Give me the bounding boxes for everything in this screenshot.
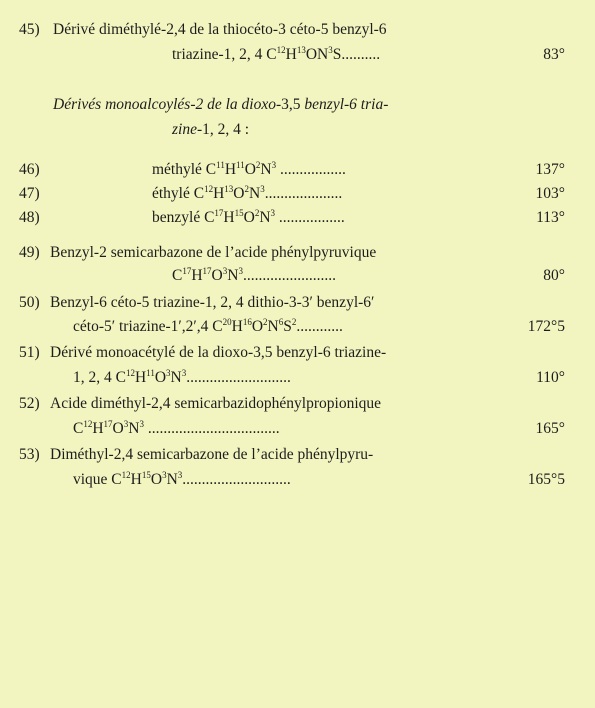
- entry-text: Benzyl-6 céto-5 triazine-1, 2, 4 dithio-3-3′ benzyl-6′: [50, 294, 375, 311]
- entry-text: éthylé $C^{12}H^{13}O^2N^3$....................: [152, 184, 343, 202]
- section-heading-cont: zine-1, 2, 4 :: [172, 121, 250, 138]
- entry-number: 52): [19, 395, 40, 412]
- entry-value: 83°: [543, 46, 565, 63]
- entry-text: Dérivé diméthylé-2,4 de la thiocéto-3 céto-5 benzyl-6: [53, 21, 387, 38]
- entry-number: 51): [19, 344, 40, 361]
- section-heading: Dérivés monoalcoylés-2 de la dioxo-3,5 benzyl-6 tria-: [53, 96, 389, 113]
- entry-value: 165°5: [527, 471, 565, 488]
- entry-number: 53): [19, 446, 40, 463]
- entry-text: Dérivé monoacétylé de la dioxo-3,5 benzyl-6 triazine-: [50, 344, 387, 361]
- entry-text: benzylé $C^{17}H^{15}O^2N^3$ .................: [152, 208, 345, 226]
- entry-number: 49): [19, 244, 40, 261]
- entry-value: 172°5: [527, 318, 565, 335]
- entry-text: Acide diméthyl-2,4 semicarbazidophénylpropionique: [50, 395, 382, 412]
- entry-value: 110°: [536, 369, 565, 386]
- entry-text: méthylé $C^{11}H^{11}O^2N^3$ .................: [152, 160, 346, 178]
- entry-number: 46): [19, 161, 40, 178]
- entry-number: 47): [19, 185, 40, 202]
- entry-text: Benzyl-2 semicarbazone de l’acide phénylpyruvique: [50, 244, 377, 261]
- entry-formula: céto-5′ triazine-1′,2′,4 $C^{20}H^{16}O^2N^6S^2$............: [73, 317, 343, 335]
- entry-formula: triazine-1, 2, 4 $C^{12}H^{13}ON^3S$..........: [172, 45, 381, 63]
- entry-value: 137°: [535, 161, 565, 178]
- entry-number: 48): [19, 209, 40, 226]
- entry-value: 103°: [535, 185, 565, 202]
- entry-text: Diméthyl-2,4 semicarbazone de l’acide phénylpyru-: [50, 446, 374, 463]
- entry-formula: 1, 2, 4 $C^{12}H^{11}O^3N^3$...........................: [73, 368, 291, 386]
- entry-number: 50): [19, 294, 40, 311]
- entry-number: 45): [19, 21, 40, 38]
- entry-value: 165°: [535, 420, 565, 437]
- entry-formula: $C^{12}H^{17}O^3N^3$ ..................................: [73, 419, 280, 437]
- entry-formula: $C^{17}H^{17}O^3N^3$........................: [172, 266, 336, 284]
- entry-value: 113°: [536, 209, 565, 226]
- entry-formula: vique $C^{12}H^{15}O^3N^3$............................: [73, 470, 291, 488]
- entry-value: 80°: [543, 267, 565, 284]
